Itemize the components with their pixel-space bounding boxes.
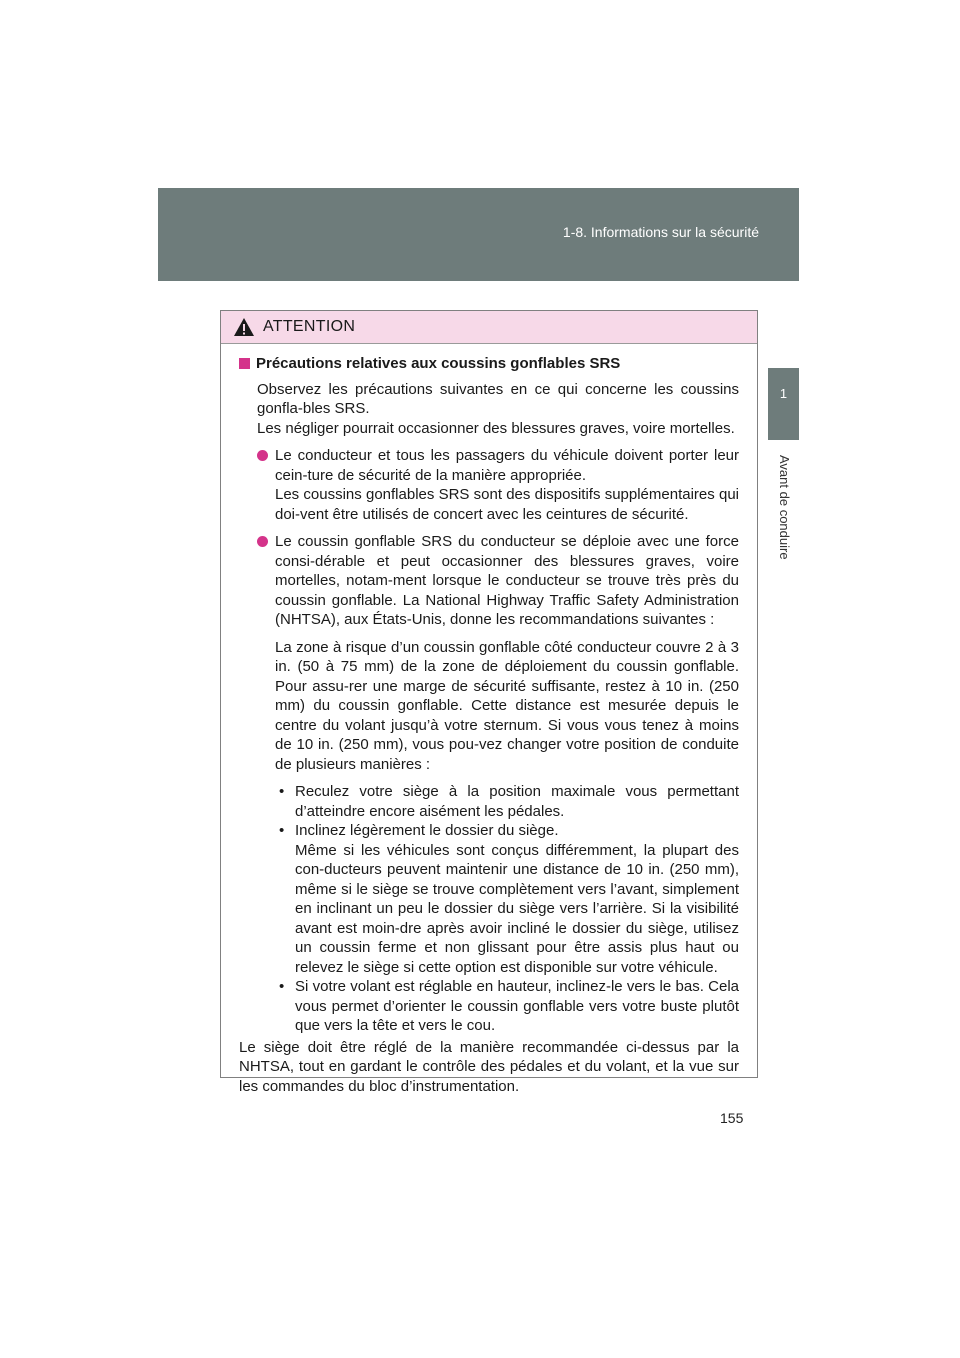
list-item-text: Le coussin gonflable SRS du conducteur se déploie avec une force consi-dérable et peut occasionner des blessures graves, voire mortelles, notam-ment lorsque le conducteur se trouve très près du coussin gonflable. La National Highway Traffic Safety Administration (NHTSA), aux États-Unis, donne les recommandations suivantes : <box>275 533 739 628</box>
section-heading <box>239 354 739 374</box>
sub-list-continuation: Même si les véhicules sont conçus différemment, la plupart des con-ducteurs peuvent maintenir une distance de 10 in. (250 mm), même si le siège se trouve complètement vers l’avant, simplement en inclinant un peu le dossier du siège vers l’arrière. Si la visibilité avant est moin-dre après avoir incliné le dossier du siège, utilisez un coussin ferme et non glissant pour être assis plus haut ou relevez le siège si cette option est disponible sur votre véhicule. <box>295 841 739 976</box>
bullet-dot-icon <box>257 536 268 547</box>
warning-title: ATTENTION <box>263 318 356 335</box>
sub-list-item <box>257 821 739 841</box>
warning-header <box>221 311 757 344</box>
page-number: 155 <box>720 1110 744 1126</box>
sub-list-text: Reculez votre siège à la position maximale vous permettant d’atteindre encore aisément les pédales. <box>295 783 739 820</box>
small-bullet-icon: • <box>279 978 285 995</box>
intro-paragraph: Observez les précautions suivantes en ce qui concerne les coussins gonfla-bles SRS. <box>257 380 739 417</box>
bullet-dot-icon <box>257 450 268 461</box>
warning-triangle-icon <box>233 317 255 337</box>
list-item-text: Le conducteur et tous les passagers du véhicule doivent porter leur cein-ture de sécurité de la manière appropriée. <box>275 447 739 484</box>
list-item-text-2: La zone à risque d’un coussin gonflable côté conducteur couvre 2 à 3 in. (50 à 75 mm) de la zone de déploiement du coussin gonflable. Pour assu-rer une marge de sécurité suffisante, restez à 10 in. (250 mm) du coussin gonflable. Cette distance est mesurée depuis le centre du volant jusqu’à votre sternum. Si vous vous tenez à moins de 10 in. (250 mm), vous pou-vez changer votre position de conduite de plusieurs manières : <box>275 638 739 773</box>
square-bullet-icon <box>239 358 250 369</box>
list-item <box>257 446 739 524</box>
sub-list-item <box>257 977 739 1036</box>
warning-box <box>220 310 758 1095</box>
chapter-label: Avant de conduire <box>777 455 792 560</box>
header-band <box>158 188 799 281</box>
chapter-tab <box>768 368 799 440</box>
small-bullet-icon: • <box>279 783 285 800</box>
warning-body <box>221 344 757 1096</box>
list-item-text-2: Les coussins gonflables SRS sont des dispositifs supplémentaires qui doi-vent être utilisés de concert avec les ceintures de sécurité. <box>275 486 739 523</box>
sub-list-text: Inclinez légèrement le dossier du siège. <box>295 822 559 839</box>
final-paragraph: Le siège doit être réglé de la manière recommandée ci-dessus par la NHTSA, tout en gardant le contrôle des pédales et du volant, et la vue sur les commandes du bloc d’instrumentation. <box>239 1038 739 1095</box>
intro-paragraph-2: Les négliger pourrait occasionner des blessures graves, voire mortelles. <box>257 419 735 437</box>
sub-list-item <box>257 782 739 821</box>
list-item <box>257 532 739 1036</box>
small-bullet-icon: • <box>279 822 285 839</box>
section-heading-text: Précautions relatives aux coussins gonflables SRS <box>256 355 621 372</box>
chapter-number: 1 <box>779 386 788 401</box>
sub-list-text: Si votre volant est réglable en hauteur, inclinez-le vers le bas. Cela vous permet d’orienter le coussin gonflable vers votre buste plutôt que vers la tête et vers le cou. <box>295 978 739 1034</box>
section-title: 1-8. Informations sur la sécurité <box>562 224 759 240</box>
